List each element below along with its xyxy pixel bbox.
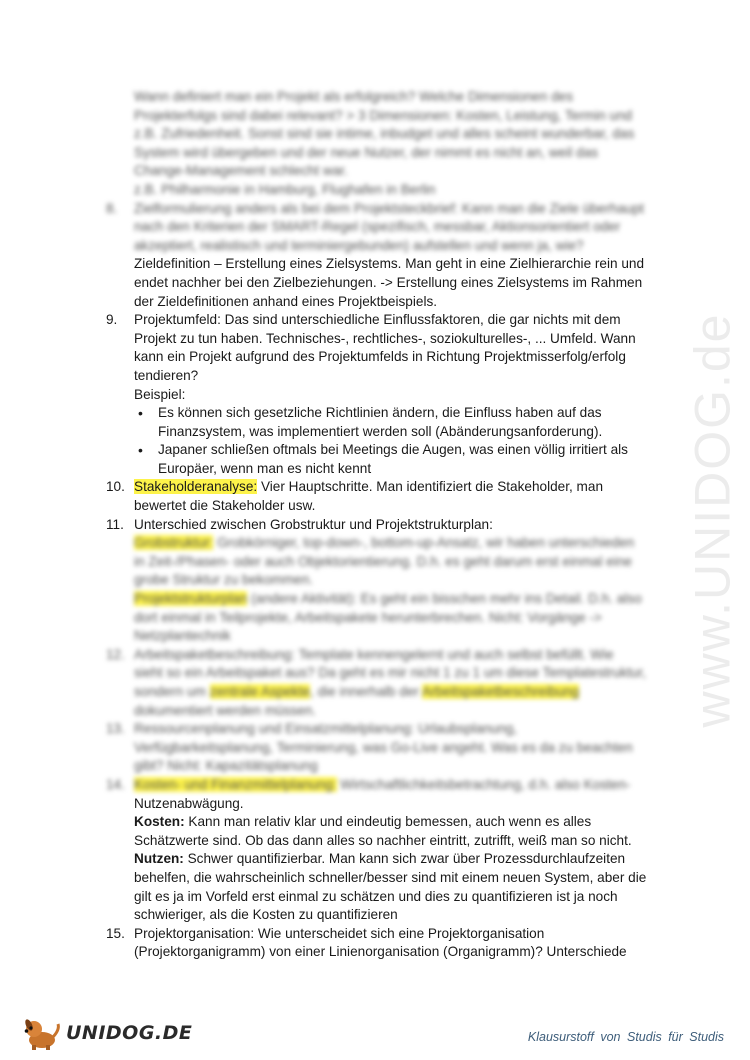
text-line: Wann definiert man ein Projekt als erfolgreich? Welche Dimensionen des [134,89,573,104]
text-line: Verfügbarkeitsplanung, Terminierung, was Go-Live angeht. Was es da zu beachten [134,739,633,755]
item-number: 9. [106,312,118,328]
text-span: Kann man relativ klar und eindeutig bemessen, auch wenn es alles [184,814,592,830]
text-line: (Projektorganigramm) von einer Linienorganisation (Organigramm)? Unterschiede [134,944,627,960]
list-item-9 [100,311,660,404]
document-body [100,88,660,962]
text-span: sondern um [134,684,210,699]
text-span: Schwer quantifizierbar. Man kann sich zwar über Prozessdurchlaufzeiten [183,851,626,867]
text-line: Unterschied zwischen Grobstruktur und Projektstrukturplan: [134,516,493,532]
text-line: Projekterfolgs sind dabei relevant? > 3 Dimensionen: Kosten, Leistung, Termin und [134,107,633,123]
bullet-item [158,404,660,441]
blurred-intro [100,88,660,200]
text-line: Change-Management schlecht war. [134,163,348,179]
nutzen-label: Nutzen: [134,851,184,867]
item-number: 11. [106,516,124,532]
text-line: Schätzwerte sind. Ob das dann alles so nachher eintritt, zutrifft, weiß man so nicht. [134,832,632,848]
kosten-label: Kosten: [134,814,185,830]
text-line: bewertet die Stakeholder usw. [134,498,316,514]
text-line: Europäer, wenn man es nicht kennt [158,460,372,476]
footer-tagline: Klausurstoff von Studis für Studis [527,1030,724,1044]
logo-text: UNIDOG.DE [66,1022,193,1044]
text-line: Zieldefinition – Erstellung eines Zielsystems. Man geht in eine Zielhierarchie rein und [134,256,645,272]
text-line [134,478,660,497]
text-line: nach den Kriterien der SMART-Regel (spezifisch, messbar, Aktionsorientiert oder [134,219,621,235]
text-line: Ressourcenplanung und Einsatzmittelplanung: Urlaubsplanung, [134,721,518,737]
text-line: Projekt zu tun haben. Technisches-, rechtliches-, soziokulturelles-, ... Umfeld. Wann [134,330,636,346]
item-number: 8. [106,200,118,216]
text-line: dort einmal in Teilprojekte, Arbeitspakete herunterbrechen. Nicht: Vorgänge -> [134,609,602,625]
text-line: z.B. Zufriedenheit. Sonst sind sie intime, inbudget und alles scheint wunderbar, das [134,126,635,142]
text-line: akzeptiert, realistisch und terminiergebunden) aufstellen und wenn ja, wie? [134,237,584,253]
text-line: Arbeitspaketbeschreibung: Template kennengelernt und auch selbst befüllt. Wie [134,646,614,662]
text-line [134,776,660,795]
text-line: behelfen, die wahrscheinlich schneller/besser sind mit einem neuen System, aber die [134,869,647,885]
list-item-10 [100,478,660,515]
unidog-logo[interactable] [22,1016,192,1050]
text-line: sieht so ein Arbeitspaket aus? Da geht es mir nicht 1 zu 1 um diese Templatestruktur, [134,665,647,681]
text-line: der Zieldefinitionen anhand eines Projektbeispiels. [134,293,438,309]
text-span: Grobkörniger, top-down-, bottom-up-Ansatz, wir haben unterschieden [213,535,635,551]
text-line: schwieriger, als die Kosten zu quantifizieren [134,907,398,923]
text-line: in Zeit-/Phasen- oder auch Objektorientierung. D.h. es geht darum erst einmal eine [134,553,632,569]
watermark-text: www.UNIDOG.de [684,312,740,728]
text-line: Projektorganisation: Wie unterscheidet sich eine Projektorganisation [134,925,545,941]
text-span: Wirtschaftlichkeitsbetrachtung, d.h. also Kosten- [336,776,631,792]
text-span: , die innerhalb der [310,684,422,699]
text-line: Beispiel: [134,386,186,402]
dog-mascot-icon [22,1016,62,1050]
item-number: 14. [106,776,125,792]
text-line: z.B. Philharmonie in Hamburg, Flughafen in Berlin [134,181,436,197]
text-line: Finanzsystem, was implementiert werden soll (Abänderungsanforderung). [158,423,603,439]
highlighted-term: Kosten- und Finanzmittelplanung: [134,776,337,792]
text-line: System wird übergeben und der neue Nutzer, der nimmt es nicht an, weil das [134,144,598,160]
highlighted-term: Projektstrukturplan [134,591,248,607]
text-line: tendieren? [134,367,199,383]
text-line: grobe Struktur zu bekommen. [134,572,314,588]
list-item-14 [100,776,660,925]
text-line: Nutzenabwägung. [134,795,244,811]
item-number: 13. [106,721,125,737]
text-line: • Japaner schließen oftmals bei Meetings die Augen, was einen völlig irritiert als [158,442,628,458]
item-number: 12. [106,646,125,662]
item-number: 10. [106,479,125,495]
list-item-12 [100,646,660,720]
list-item-15 [100,925,660,962]
text-line: kann ein Projekt aufgrund des Projektumfelds in Richtung Projektmisserfolg/erfolg [134,349,626,365]
text-line: endet nachher bei den Zielbeziehungen. -> Erstellung eines Zielsystems im Rahmen [134,274,643,290]
text-line: gibt? Nicht: Kapazitätsplanung [134,758,318,774]
highlighted-term: Grobstruktur: [134,535,214,551]
text-line [134,683,660,702]
highlighted-term: Arbeitspaketbeschreibung [421,684,580,699]
highlighted-term: Stakeholderanalyse: [134,479,258,495]
text-line: Netzplantechnik [134,628,231,644]
text-line: Projektumfeld: Das sind unterschiedliche Einflussfaktoren, die gar nichts mit dem [134,312,621,328]
text-line [134,850,660,869]
text-line: dokumentiert werden müssen. [134,702,317,718]
text-line: gilt es ja im Vorfeld erst einmal zu schätzen und dies zu quantifizieren ist ja noch [134,888,618,904]
text-line [134,813,660,832]
text-line: Zielformulierung anders als bei dem Projektsteckbrief: Kann man die Ziele überhaupt [134,200,645,216]
bullet-item [158,441,660,478]
text-span: Vier Hauptschritte. Man identifiziert die Stakeholder, man [257,479,603,495]
highlighted-term: zentrale Aspekte [209,684,311,699]
list-item-11 [100,516,660,646]
text-span: (andere Aktivität): Es geht ein bisschen mehr ins Detail. D.h. also [247,591,642,607]
item-number: 15. [106,925,125,941]
text-line: • Es können sich gesetzliche Richtlinien ändern, die Einfluss haben auf das [158,405,602,421]
list-item-8 [100,200,660,312]
page-footer [0,1010,750,1060]
blurred-lines [134,534,660,646]
list-item-13 [100,720,660,776]
bullet-list [100,404,660,478]
blurred-lines [134,200,660,256]
